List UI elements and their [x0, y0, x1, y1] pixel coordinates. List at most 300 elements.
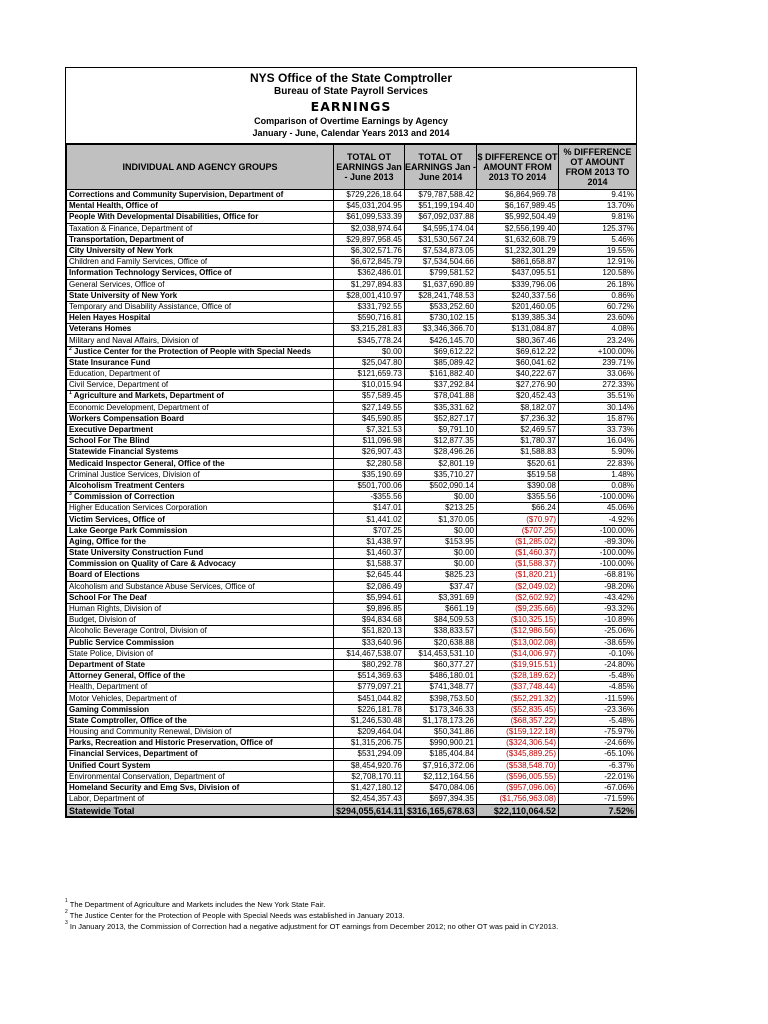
agency-name: [67, 201, 334, 212]
ot-2013: $0.00: [334, 346, 405, 357]
table-row: [67, 458, 637, 469]
pct-diff: 33.06%: [559, 369, 637, 380]
ot-2013: $61,099,533.39: [334, 212, 405, 223]
dollar-diff: $201,460.05: [477, 301, 559, 312]
dollar-diff: $80,367.46: [477, 335, 559, 346]
overtime-table: [66, 144, 637, 817]
ot-2013: $3,215,281.83: [334, 324, 405, 335]
agency-label: Medicaid Inspector General, Office of the: [69, 458, 225, 468]
ot-2013: $57,589.45: [334, 391, 405, 402]
ot-2014: $50,341.86: [405, 727, 477, 738]
ot-2014: $161,882.40: [405, 369, 477, 380]
agency-label: Alcoholism and Substance Abuse Services, Office of: [69, 581, 255, 591]
dollar-diff: $240,337.56: [477, 290, 559, 301]
pct-diff: -24.80%: [559, 659, 637, 670]
agency-label: Housing and Community Renewal, Division of: [69, 727, 232, 737]
ot-2013: $331,792.55: [334, 301, 405, 312]
dollar-diff: $355.56: [477, 492, 559, 503]
ot-2013: $51,820.13: [334, 626, 405, 637]
total-dollar-diff: $22,110,064.52: [477, 805, 559, 817]
table-row: [67, 492, 637, 503]
agency-label: Aging, Office for the: [69, 536, 146, 546]
agency-name: [67, 279, 334, 290]
agency-label: Higher Education Services Corporation: [69, 503, 208, 513]
agency-name: [67, 514, 334, 525]
ot-2014: $52,827.17: [405, 413, 477, 424]
agency-label: Alcoholic Beverage Control, Division of: [69, 626, 207, 636]
table-row: [67, 391, 637, 402]
ot-2014: $60,377.27: [405, 659, 477, 670]
table-row: [67, 749, 637, 760]
agency-name: [67, 223, 334, 234]
ot-2014: $7,916,372.06: [405, 760, 477, 771]
ot-2014: $9,791.10: [405, 424, 477, 435]
table-row: [67, 245, 637, 256]
pct-diff: 4.08%: [559, 324, 637, 335]
agency-name: [67, 402, 334, 413]
ot-2014: $730,102.15: [405, 313, 477, 324]
agency-name: [67, 525, 334, 536]
agency-name: [67, 536, 334, 547]
ot-2013: $5,994.61: [334, 592, 405, 603]
pct-diff: -5.48%: [559, 671, 637, 682]
footnote-text: The Department of Agriculture and Markets includes the New York State Fair.: [69, 900, 326, 909]
table-row: [67, 436, 637, 447]
ot-2014: $4,595,174.04: [405, 223, 477, 234]
agency-label: Public Service Commission: [69, 637, 174, 647]
table-row: [67, 738, 637, 749]
ot-2013: $6,672,845.79: [334, 257, 405, 268]
ot-2013: $2,645.44: [334, 570, 405, 581]
agency-name: [67, 548, 334, 559]
pct-diff: 272.33%: [559, 380, 637, 391]
agency-label: Department of State: [69, 659, 146, 669]
pct-diff: 1.48%: [559, 469, 637, 480]
dollar-diff: $437,095.51: [477, 268, 559, 279]
dollar-diff: ($70.97): [477, 514, 559, 525]
agency-label: City University of New York: [69, 246, 173, 256]
agency-label: Helen Hayes Hospital: [69, 313, 151, 323]
dollar-diff: ($159,122.18): [477, 727, 559, 738]
footnote-number: 1: [65, 898, 68, 904]
agency-name: [67, 469, 334, 480]
ot-2014: $2,112,164.56: [405, 771, 477, 782]
agency-name: [67, 190, 334, 201]
agency-name: [67, 760, 334, 771]
dollar-diff: $40,222.67: [477, 369, 559, 380]
table-row: [67, 424, 637, 435]
pct-diff: 23.24%: [559, 335, 637, 346]
total-2013: $294,055,614.11: [334, 805, 405, 817]
ot-2013: $1,460.37: [334, 548, 405, 559]
agency-label: Economic Development, Department of: [69, 402, 209, 412]
ot-2013: $26,907.43: [334, 447, 405, 458]
column-header-dollar-diff: $ DIFFERENCE OT AMOUNT FROM 2013 TO 2014: [477, 145, 559, 190]
table-row: [67, 212, 637, 223]
dollar-diff: ($2,049.02): [477, 581, 559, 592]
ot-2014: $486,180.01: [405, 671, 477, 682]
agency-label: School For The Blind: [69, 436, 150, 446]
ot-2014: $0.00: [405, 525, 477, 536]
agency-label: Corrections and Community Supervision, Department of: [69, 190, 284, 200]
ot-2014: $35,710.27: [405, 469, 477, 480]
agency-name: [67, 212, 334, 223]
table-row: [67, 704, 637, 715]
pct-diff: -6.37%: [559, 760, 637, 771]
ot-2014: $0.00: [405, 548, 477, 559]
pct-diff: -11.59%: [559, 693, 637, 704]
ot-2013: $25,047.80: [334, 357, 405, 368]
dollar-diff: ($1,460.37): [477, 548, 559, 559]
agency-name: [67, 268, 334, 279]
table-row: [67, 290, 637, 301]
pct-diff: 13.70%: [559, 201, 637, 212]
ot-2013: $29,897,958.45: [334, 234, 405, 245]
ot-2014: $35,331.62: [405, 402, 477, 413]
table-row: [67, 335, 637, 346]
ot-2014: $37,292.84: [405, 380, 477, 391]
agency-label: Victim Services, Office of: [69, 514, 165, 524]
dollar-diff: ($2,602.92): [477, 592, 559, 603]
table-row: [67, 469, 637, 480]
agency-label: Alcoholism Treatment Centers: [69, 480, 185, 490]
pct-diff: 45.06%: [559, 503, 637, 514]
pct-diff: 22.83%: [559, 458, 637, 469]
agency-label: Unified Court System: [69, 760, 151, 770]
agency-label: Agriculture and Markets, Department of: [73, 391, 224, 401]
dollar-diff: ($1,820.21): [477, 570, 559, 581]
dollar-diff: $1,232,301.29: [477, 245, 559, 256]
agency-name: [67, 234, 334, 245]
table-row: [67, 201, 637, 212]
dollar-diff: $861,658.87: [477, 257, 559, 268]
agency-name: [67, 570, 334, 581]
agency-label: Human Rights, Division of: [69, 604, 162, 614]
agency-label: Mental Health, Office of: [69, 201, 158, 211]
dollar-diff: ($13,002.08): [477, 637, 559, 648]
ot-2013: $1,438.97: [334, 536, 405, 547]
ot-2013: $531,294.09: [334, 749, 405, 760]
footnote-marker: 2: [69, 346, 72, 352]
column-header-group: INDIVIDUAL AND AGENCY GROUPS: [67, 145, 334, 190]
agency-label: Lake George Park Commission: [69, 525, 188, 535]
ot-2013: $1,588.37: [334, 559, 405, 570]
ot-2013: $33,640.96: [334, 637, 405, 648]
agency-name: [67, 324, 334, 335]
pct-diff: -98.20%: [559, 581, 637, 592]
ot-2014: $7,534,504.66: [405, 257, 477, 268]
agency-label: Gaming Commission: [69, 704, 150, 714]
table-row: [67, 559, 637, 570]
ot-2013: $7,321.53: [334, 424, 405, 435]
dollar-diff: ($14,006.97): [477, 648, 559, 659]
ot-2014: $185,404.84: [405, 749, 477, 760]
agency-name: [67, 458, 334, 469]
pct-diff: -0.10%: [559, 648, 637, 659]
ot-2014: $12,877.35: [405, 436, 477, 447]
agency-name: [67, 581, 334, 592]
agency-label: Homeland Security and Emg Svs, Division of: [69, 783, 240, 793]
pct-diff: -100.00%: [559, 525, 637, 536]
ot-2013: $10,015.94: [334, 380, 405, 391]
pct-diff: 35.51%: [559, 391, 637, 402]
footnote-marker: 3: [69, 491, 72, 498]
agency-name: [67, 357, 334, 368]
agency-label: Health, Department of: [69, 682, 148, 692]
agency-name: [67, 592, 334, 603]
table-row: [67, 301, 637, 312]
table-row: [67, 727, 637, 738]
pct-diff: -4.92%: [559, 514, 637, 525]
table-row: [67, 413, 637, 424]
dollar-diff: $339,796.06: [477, 279, 559, 290]
agency-name: [67, 794, 334, 805]
ot-2013: $45,590.85: [334, 413, 405, 424]
agency-label: General Services, Office of: [69, 279, 165, 289]
pct-diff: -75.97%: [559, 727, 637, 738]
ot-2013: $514,369.63: [334, 671, 405, 682]
footnote-number: 3: [65, 920, 68, 926]
agency-label: Civil Service, Department of: [69, 380, 169, 390]
dollar-diff: ($10,325.15): [477, 615, 559, 626]
dollar-diff: $6,167,989.45: [477, 201, 559, 212]
dollar-diff: ($957,096.06): [477, 782, 559, 793]
pct-diff: -100.00%: [559, 548, 637, 559]
ot-2014: $0.00: [405, 559, 477, 570]
agency-name: [67, 603, 334, 614]
agency-label: Budget, Division of: [69, 615, 136, 625]
dollar-diff: $20,452.43: [477, 391, 559, 402]
ot-2013: $707.25: [334, 525, 405, 536]
ot-2014: $3,346,366.70: [405, 324, 477, 335]
ot-2013: $590,716.81: [334, 313, 405, 324]
pct-diff: 15.87%: [559, 413, 637, 424]
pct-diff: 9.81%: [559, 212, 637, 223]
agency-label: Commission of Correction: [74, 492, 175, 502]
ot-2013: $121,659.73: [334, 369, 405, 380]
agency-name: [67, 637, 334, 648]
agency-name: [67, 301, 334, 312]
agency-label: Labor, Department of: [69, 794, 145, 804]
dollar-diff: ($1,588.37): [477, 559, 559, 570]
ot-2014: $990,900.21: [405, 738, 477, 749]
dollar-diff: $6,864,969.78: [477, 190, 559, 201]
dollar-diff: $2,469.57: [477, 424, 559, 435]
ot-2013: $11,096.98: [334, 436, 405, 447]
pct-diff: -89.30%: [559, 536, 637, 547]
footnote: [65, 910, 675, 921]
ot-2014: $14,453,531.10: [405, 648, 477, 659]
ot-2014: $3,391.69: [405, 592, 477, 603]
ot-2014: $697,394.35: [405, 794, 477, 805]
ot-2013: $28,001,410.97: [334, 290, 405, 301]
pct-diff: -4.85%: [559, 682, 637, 693]
pct-diff: 239.71%: [559, 357, 637, 368]
dollar-diff: ($1,756,963.08): [477, 794, 559, 805]
ot-2014: $213.25: [405, 503, 477, 514]
ot-2014: $661.19: [405, 603, 477, 614]
table-row: [67, 581, 637, 592]
dollar-diff: $1,632,608.79: [477, 234, 559, 245]
pct-diff: -65.10%: [559, 749, 637, 760]
ot-2013: $14,467,538.07: [334, 648, 405, 659]
pct-diff: 120.58%: [559, 268, 637, 279]
agency-name: [67, 648, 334, 659]
footnote: [65, 899, 675, 910]
ot-2014: $1,178,173.26: [405, 715, 477, 726]
table-header-row: [67, 145, 637, 190]
agency-label: State University of New York: [69, 290, 178, 300]
dollar-diff: ($538,548.70): [477, 760, 559, 771]
agency-label: State Police, Division of: [69, 648, 154, 658]
office-title: NYS Office of the State Comptroller: [249, 71, 453, 85]
agency-name: [67, 626, 334, 637]
pct-diff: 0.08%: [559, 480, 637, 491]
agency-label: People With Developmental Disabilities, Office for: [69, 212, 259, 222]
ot-2013: $94,834.68: [334, 615, 405, 626]
ot-2013: $1,315,206.75: [334, 738, 405, 749]
table-row: [67, 324, 637, 335]
ot-2014: $37.47: [405, 581, 477, 592]
table-row: [67, 715, 637, 726]
agency-label: Taxation & Finance, Department of: [69, 223, 193, 233]
total-label: Statewide Total: [67, 805, 334, 817]
dollar-diff: $519.58: [477, 469, 559, 480]
pct-diff: 125.37%: [559, 223, 637, 234]
ot-2013: $80,292.78: [334, 659, 405, 670]
agency-label: Financial Services, Department of: [69, 749, 198, 759]
agency-name: [67, 615, 334, 626]
ot-2013: $6,302,571.76: [334, 245, 405, 256]
agency-label: Commission on Quality of Care & Advocacy: [69, 559, 236, 569]
dollar-diff: ($52,835.45): [477, 704, 559, 715]
dollar-diff: ($707.25): [477, 525, 559, 536]
ot-2013: -$355.56: [334, 492, 405, 503]
table-row: [67, 536, 637, 547]
ot-2013: $8,454,920.76: [334, 760, 405, 771]
ot-2013: $1,441.02: [334, 514, 405, 525]
ot-2014: $28,496.26: [405, 447, 477, 458]
pct-diff: -43.42%: [559, 592, 637, 603]
table-row: [67, 268, 637, 279]
ot-2013: $209,464.04: [334, 727, 405, 738]
dollar-diff: ($12,986.56): [477, 626, 559, 637]
agency-name: [67, 749, 334, 760]
dollar-diff: $2,556,199.40: [477, 223, 559, 234]
footnote-number: 2: [65, 909, 68, 915]
ot-2014: $67,092,037.88: [405, 212, 477, 223]
agency-label: Board of Elections: [69, 570, 140, 580]
ot-2014: $7,534,873.05: [405, 245, 477, 256]
table-row: [67, 592, 637, 603]
pct-diff: 0.86%: [559, 290, 637, 301]
pct-diff: -100.00%: [559, 492, 637, 503]
table-row: [67, 346, 637, 357]
pct-diff: -25.06%: [559, 626, 637, 637]
agency-label: State Insurance Fund: [69, 357, 151, 367]
agency-name: [67, 335, 334, 346]
pct-diff: 30.14%: [559, 402, 637, 413]
dollar-diff: ($1,285.02): [477, 536, 559, 547]
table-row: [67, 190, 637, 201]
ot-2013: $226,181.78: [334, 704, 405, 715]
ot-2013: $1,246,530.48: [334, 715, 405, 726]
ot-2013: $501,700.06: [334, 480, 405, 491]
agency-name: [67, 659, 334, 670]
table-row: [67, 648, 637, 659]
ot-2013: $45,031,204.95: [334, 201, 405, 212]
earnings-report: [65, 67, 637, 818]
dollar-diff: $60,041.62: [477, 357, 559, 368]
column-header-2013: TOTAL OT EARNINGS Jan - June 2013: [334, 145, 405, 190]
table-row: [67, 693, 637, 704]
agency-name: [67, 369, 334, 380]
ot-2013: $451,044.82: [334, 693, 405, 704]
dollar-diff: ($345,889.25): [477, 749, 559, 760]
table-row: [67, 637, 637, 648]
agency-name: [67, 447, 334, 458]
agency-label: Motor Vehicles, Department of: [69, 693, 177, 703]
agency-name: [67, 782, 334, 793]
dollar-diff: ($37,748.44): [477, 682, 559, 693]
agency-label: Children and Family Services, Office of: [69, 257, 208, 267]
report-period: January - June, Calendar Years 2013 and 2014: [252, 128, 450, 138]
table-row: [67, 234, 637, 245]
dollar-diff: ($28,189.62): [477, 671, 559, 682]
dollar-diff: $390.08: [477, 480, 559, 491]
table-row: [67, 480, 637, 491]
agency-name: [67, 436, 334, 447]
ot-2013: $27,149.55: [334, 402, 405, 413]
ot-2013: $362,486.01: [334, 268, 405, 279]
ot-2013: $2,454,357.43: [334, 794, 405, 805]
dollar-diff: $520.61: [477, 458, 559, 469]
table-row: [67, 548, 637, 559]
agency-label: Justice Center for the Protection of People with Special Needs: [74, 346, 311, 356]
table-row: [67, 279, 637, 290]
pct-diff: 5.46%: [559, 234, 637, 245]
pct-diff: -93.32%: [559, 603, 637, 614]
ot-2014: $502,090.14: [405, 480, 477, 491]
dollar-diff: ($19,915.51): [477, 659, 559, 670]
dollar-diff: $69,612.22: [477, 346, 559, 357]
pct-diff: -5.48%: [559, 715, 637, 726]
agency-label: Workers Compensation Board: [69, 413, 184, 423]
pct-diff: 5.90%: [559, 447, 637, 458]
dollar-diff: $66.24: [477, 503, 559, 514]
agency-label: Temporary and Disability Assistance, Office of: [69, 301, 232, 311]
footnote-marker: 1: [69, 390, 72, 397]
table-row: [67, 514, 637, 525]
agency-name: [67, 693, 334, 704]
agency-label: Executive Department: [69, 425, 154, 435]
table-row: [67, 671, 637, 682]
ot-2013: $2,708,170.11: [334, 771, 405, 782]
ot-2014: $28,241,748.53: [405, 290, 477, 301]
report-subtitle: Comparison of Overtime Earnings by Agency: [254, 116, 448, 126]
ot-2014: $426,145.70: [405, 335, 477, 346]
dollar-diff: ($324,306.54): [477, 738, 559, 749]
table-row: [67, 603, 637, 614]
dollar-diff: ($9,235.66): [477, 603, 559, 614]
agency-label: Military and Naval Affairs, Division of: [69, 335, 199, 345]
statewide-total-row: [67, 805, 637, 817]
footnote: [65, 921, 675, 932]
ot-2014: $69,612.22: [405, 346, 477, 357]
agency-name: [67, 313, 334, 324]
pct-diff: 12.91%: [559, 257, 637, 268]
agency-label: Transportation, Department of: [69, 234, 184, 244]
